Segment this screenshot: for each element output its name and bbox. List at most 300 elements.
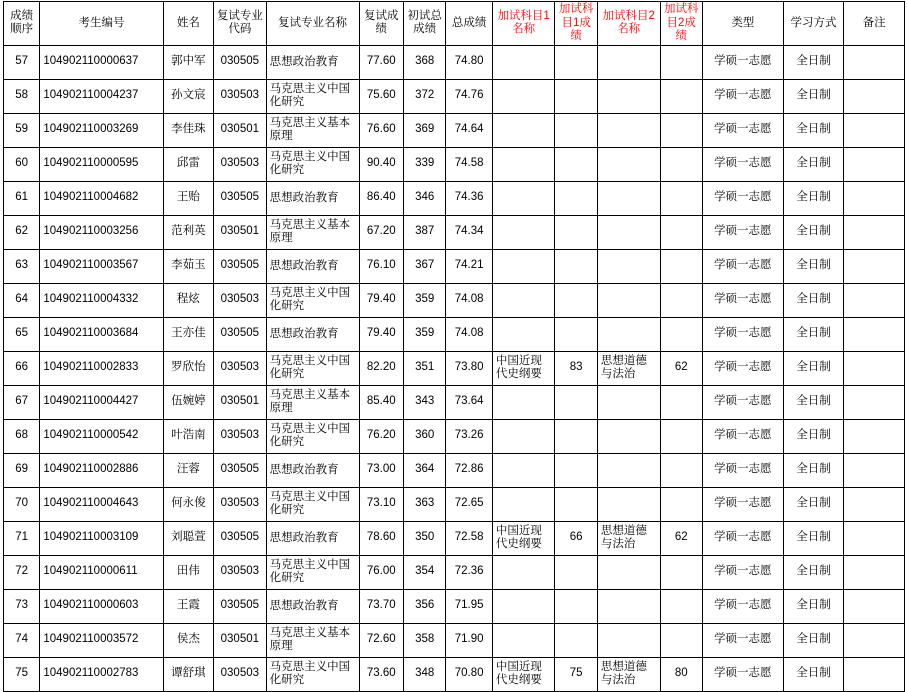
cell-study-mode: 全日制 xyxy=(783,215,844,249)
cell-exam-id: 104902110002886 xyxy=(40,453,163,487)
cell-name: 侯杰 xyxy=(163,623,214,657)
table-row xyxy=(4,147,905,181)
cell-total-score: 74.58 xyxy=(446,147,492,181)
cell-major-code: 030503 xyxy=(214,79,267,113)
cell-remark xyxy=(844,45,905,79)
cell-study-mode: 全日制 xyxy=(783,453,844,487)
cell-name: 程炫 xyxy=(163,283,214,317)
cell-extra2-score xyxy=(660,181,702,215)
column-header-name: 姓名 xyxy=(163,2,214,46)
cell-extra2-score xyxy=(660,419,702,453)
cell-study-mode: 全日制 xyxy=(783,351,844,385)
cell-study-mode: 全日制 xyxy=(783,555,844,589)
cell-exam-id: 104902110003572 xyxy=(40,623,163,657)
cell-total-score: 72.65 xyxy=(446,487,492,521)
cell-type: 学硕一志愿 xyxy=(702,657,783,691)
cell-extra2-name xyxy=(597,181,660,215)
cell-remark xyxy=(844,657,905,691)
table-row xyxy=(4,657,905,691)
cell-major-code: 030503 xyxy=(214,283,267,317)
cell-rank: 60 xyxy=(4,147,40,181)
cell-study-mode: 全日制 xyxy=(783,589,844,623)
cell-extra2-score xyxy=(660,487,702,521)
cell-rank: 70 xyxy=(4,487,40,521)
cell-type: 学硕一志愿 xyxy=(702,589,783,623)
cell-total-score: 74.80 xyxy=(446,45,492,79)
cell-study-mode: 全日制 xyxy=(783,385,844,419)
cell-extra1-score xyxy=(555,589,597,623)
cell-exam-id: 104902110004682 xyxy=(40,181,163,215)
cell-extra1-score xyxy=(555,283,597,317)
cell-type: 学硕一志愿 xyxy=(702,215,783,249)
cell-first-score: 387 xyxy=(403,215,445,249)
cell-first-score: 358 xyxy=(403,623,445,657)
cell-major-code: 030501 xyxy=(214,113,267,147)
column-header-extra2-name: 加试科目2名称 xyxy=(597,2,660,46)
cell-first-score: 339 xyxy=(403,147,445,181)
cell-major-code: 030505 xyxy=(214,521,267,555)
table-row xyxy=(4,453,905,487)
cell-remark xyxy=(844,215,905,249)
cell-extra2-score xyxy=(660,453,702,487)
cell-extra2-score xyxy=(660,317,702,351)
cell-extra2-name xyxy=(597,45,660,79)
cell-remark xyxy=(844,453,905,487)
cell-type: 学硕一志愿 xyxy=(702,385,783,419)
cell-exam-id: 104902110003567 xyxy=(40,249,163,283)
cell-extra1-score xyxy=(555,453,597,487)
column-header-extra2-score: 加试科目2成绩 xyxy=(660,2,702,46)
cell-rank: 62 xyxy=(4,215,40,249)
cell-extra2-score xyxy=(660,215,702,249)
cell-extra1-score: 75 xyxy=(555,657,597,691)
cell-type: 学硕一志愿 xyxy=(702,181,783,215)
cell-extra1-name xyxy=(492,147,555,181)
cell-exam-id: 104902110004237 xyxy=(40,79,163,113)
cell-first-score: 372 xyxy=(403,79,445,113)
cell-major-code: 030501 xyxy=(214,385,267,419)
cell-extra1-name xyxy=(492,249,555,283)
cell-exam-id: 104902110002833 xyxy=(40,351,163,385)
cell-major-code: 030503 xyxy=(214,657,267,691)
cell-extra2-name xyxy=(597,147,660,181)
cell-study-mode: 全日制 xyxy=(783,249,844,283)
cell-type: 学硕一志愿 xyxy=(702,351,783,385)
table-row xyxy=(4,113,905,147)
cell-extra2-name: 思想道德与法治 xyxy=(597,657,660,691)
cell-extra1-score: 66 xyxy=(555,521,597,555)
column-header-major-name: 复试专业名称 xyxy=(266,2,359,46)
cell-total-score: 71.95 xyxy=(446,589,492,623)
cell-major-code: 030505 xyxy=(214,589,267,623)
cell-major-code: 030505 xyxy=(214,45,267,79)
table-row xyxy=(4,555,905,589)
cell-retest-score: 72.60 xyxy=(359,623,403,657)
cell-retest-score: 73.70 xyxy=(359,589,403,623)
cell-extra1-name xyxy=(492,45,555,79)
cell-major-code: 030505 xyxy=(214,249,267,283)
cell-retest-score: 77.60 xyxy=(359,45,403,79)
column-header-study-mode: 学习方式 xyxy=(783,2,844,46)
cell-exam-id: 104902110004427 xyxy=(40,385,163,419)
cell-remark xyxy=(844,79,905,113)
cell-retest-score: 73.10 xyxy=(359,487,403,521)
cell-extra2-name xyxy=(597,555,660,589)
cell-remark xyxy=(844,589,905,623)
cell-extra2-name xyxy=(597,79,660,113)
cell-major-code: 030501 xyxy=(214,623,267,657)
cell-study-mode: 全日制 xyxy=(783,521,844,555)
cell-extra2-score: 62 xyxy=(660,521,702,555)
cell-exam-id: 104902110000603 xyxy=(40,589,163,623)
cell-total-score: 74.64 xyxy=(446,113,492,147)
cell-first-score: 348 xyxy=(403,657,445,691)
cell-study-mode: 全日制 xyxy=(783,113,844,147)
cell-retest-score: 73.00 xyxy=(359,453,403,487)
table-row xyxy=(4,623,905,657)
cell-extra1-name: 中国近现代史纲要 xyxy=(492,657,555,691)
cell-name: 田伟 xyxy=(163,555,214,589)
cell-rank: 72 xyxy=(4,555,40,589)
cell-extra2-name xyxy=(597,453,660,487)
cell-extra1-name xyxy=(492,317,555,351)
cell-extra2-name xyxy=(597,215,660,249)
column-header-extra1-score: 加试科目1成绩 xyxy=(555,2,597,46)
cell-retest-score: 79.40 xyxy=(359,283,403,317)
cell-retest-score: 76.00 xyxy=(359,555,403,589)
table-row xyxy=(4,385,905,419)
cell-extra1-score xyxy=(555,419,597,453)
cell-extra1-score xyxy=(555,181,597,215)
cell-study-mode: 全日制 xyxy=(783,45,844,79)
cell-rank: 71 xyxy=(4,521,40,555)
cell-type: 学硕一志愿 xyxy=(702,453,783,487)
cell-name: 李茹玉 xyxy=(163,249,214,283)
cell-extra1-name xyxy=(492,283,555,317)
cell-major-name: 思想政治教育 xyxy=(266,249,359,283)
column-header-total-score: 总成绩 xyxy=(446,2,492,46)
cell-exam-id: 104902110003684 xyxy=(40,317,163,351)
cell-extra2-name xyxy=(597,317,660,351)
cell-major-name: 马克思主义基本原理 xyxy=(266,215,359,249)
table-header xyxy=(4,2,905,46)
cell-retest-score: 76.10 xyxy=(359,249,403,283)
table-row xyxy=(4,589,905,623)
cell-remark xyxy=(844,555,905,589)
cell-extra2-score xyxy=(660,45,702,79)
table-row xyxy=(4,317,905,351)
cell-extra1-name: 中国近现代史纲要 xyxy=(492,521,555,555)
cell-extra2-name xyxy=(597,249,660,283)
cell-rank: 66 xyxy=(4,351,40,385)
cell-major-name: 思想政治教育 xyxy=(266,589,359,623)
cell-extra1-score xyxy=(555,45,597,79)
cell-rank: 58 xyxy=(4,79,40,113)
cell-name: 刘聪萱 xyxy=(163,521,214,555)
table-row xyxy=(4,419,905,453)
cell-rank: 64 xyxy=(4,283,40,317)
cell-first-score: 369 xyxy=(403,113,445,147)
cell-major-name: 思想政治教育 xyxy=(266,521,359,555)
cell-rank: 73 xyxy=(4,589,40,623)
cell-name: 郭中军 xyxy=(163,45,214,79)
cell-remark xyxy=(844,623,905,657)
cell-retest-score: 82.20 xyxy=(359,351,403,385)
cell-first-score: 363 xyxy=(403,487,445,521)
cell-remark xyxy=(844,317,905,351)
column-header-retest-score: 复试成绩 xyxy=(359,2,403,46)
cell-major-name: 思想政治教育 xyxy=(266,45,359,79)
cell-exam-id: 104902110003256 xyxy=(40,215,163,249)
cell-retest-score: 76.60 xyxy=(359,113,403,147)
cell-study-mode: 全日制 xyxy=(783,79,844,113)
table-row xyxy=(4,351,905,385)
cell-extra1-score xyxy=(555,385,597,419)
cell-extra2-name xyxy=(597,113,660,147)
cell-name: 范利英 xyxy=(163,215,214,249)
cell-type: 学硕一志愿 xyxy=(702,487,783,521)
cell-total-score: 70.80 xyxy=(446,657,492,691)
cell-study-mode: 全日制 xyxy=(783,147,844,181)
cell-first-score: 354 xyxy=(403,555,445,589)
table-row xyxy=(4,283,905,317)
cell-rank: 59 xyxy=(4,113,40,147)
cell-total-score: 74.34 xyxy=(446,215,492,249)
cell-total-score: 71.90 xyxy=(446,623,492,657)
cell-extra1-name xyxy=(492,623,555,657)
cell-name: 汪蓉 xyxy=(163,453,214,487)
cell-name: 罗欣怡 xyxy=(163,351,214,385)
cell-extra1-name xyxy=(492,113,555,147)
cell-extra2-score: 80 xyxy=(660,657,702,691)
column-header-extra1-name: 加试科目1名称 xyxy=(492,2,555,46)
cell-retest-score: 86.40 xyxy=(359,181,403,215)
cell-study-mode: 全日制 xyxy=(783,419,844,453)
cell-major-name: 马克思主义基本原理 xyxy=(266,385,359,419)
cell-total-score: 73.64 xyxy=(446,385,492,419)
cell-name: 王贻 xyxy=(163,181,214,215)
header-row xyxy=(4,2,905,46)
cell-total-score: 74.76 xyxy=(446,79,492,113)
cell-total-score: 73.26 xyxy=(446,419,492,453)
cell-exam-id: 104902110000595 xyxy=(40,147,163,181)
cell-extra2-name xyxy=(597,487,660,521)
cell-rank: 74 xyxy=(4,623,40,657)
cell-first-score: 359 xyxy=(403,317,445,351)
cell-name: 何永俊 xyxy=(163,487,214,521)
cell-extra1-name xyxy=(492,453,555,487)
cell-major-name: 思想政治教育 xyxy=(266,181,359,215)
cell-study-mode: 全日制 xyxy=(783,487,844,521)
cell-extra2-name xyxy=(597,283,660,317)
cell-retest-score: 78.60 xyxy=(359,521,403,555)
cell-name: 叶浩南 xyxy=(163,419,214,453)
cell-retest-score: 85.40 xyxy=(359,385,403,419)
cell-exam-id: 104902110002783 xyxy=(40,657,163,691)
cell-total-score: 74.21 xyxy=(446,249,492,283)
cell-extra1-score xyxy=(555,623,597,657)
cell-first-score: 350 xyxy=(403,521,445,555)
cell-total-score: 72.36 xyxy=(446,555,492,589)
cell-extra2-name xyxy=(597,419,660,453)
cell-type: 学硕一志愿 xyxy=(702,113,783,147)
cell-major-name: 马克思主义中国化研究 xyxy=(266,79,359,113)
cell-rank: 75 xyxy=(4,657,40,691)
cell-major-name: 马克思主义中国化研究 xyxy=(266,147,359,181)
cell-extra2-score xyxy=(660,147,702,181)
cell-name: 李佳珠 xyxy=(163,113,214,147)
cell-rank: 57 xyxy=(4,45,40,79)
cell-first-score: 364 xyxy=(403,453,445,487)
cell-extra1-score xyxy=(555,113,597,147)
column-header-first-score: 初试总成绩 xyxy=(403,2,445,46)
cell-extra1-name xyxy=(492,385,555,419)
cell-type: 学硕一志愿 xyxy=(702,623,783,657)
retest-score-table xyxy=(3,1,905,692)
cell-major-name: 马克思主义中国化研究 xyxy=(266,351,359,385)
cell-extra2-score xyxy=(660,623,702,657)
cell-exam-id: 104902110003109 xyxy=(40,521,163,555)
cell-first-score: 367 xyxy=(403,249,445,283)
cell-total-score: 74.36 xyxy=(446,181,492,215)
cell-remark xyxy=(844,181,905,215)
cell-remark xyxy=(844,419,905,453)
cell-extra2-name xyxy=(597,385,660,419)
table-body xyxy=(4,45,905,691)
cell-study-mode: 全日制 xyxy=(783,181,844,215)
cell-retest-score: 79.40 xyxy=(359,317,403,351)
cell-retest-score: 76.20 xyxy=(359,419,403,453)
cell-first-score: 356 xyxy=(403,589,445,623)
cell-extra1-score xyxy=(555,215,597,249)
cell-extra1-score xyxy=(555,147,597,181)
cell-total-score: 72.86 xyxy=(446,453,492,487)
cell-extra2-name: 思想道德与法治 xyxy=(597,351,660,385)
cell-extra1-name: 中国近现代史纲要 xyxy=(492,351,555,385)
cell-extra2-score xyxy=(660,385,702,419)
cell-total-score: 73.80 xyxy=(446,351,492,385)
cell-type: 学硕一志愿 xyxy=(702,147,783,181)
cell-rank: 67 xyxy=(4,385,40,419)
table-row xyxy=(4,521,905,555)
column-header-remark: 备注 xyxy=(844,2,905,46)
cell-remark xyxy=(844,351,905,385)
cell-extra2-score xyxy=(660,283,702,317)
cell-type: 学硕一志愿 xyxy=(702,249,783,283)
table-row xyxy=(4,215,905,249)
cell-remark xyxy=(844,521,905,555)
cell-extra1-score xyxy=(555,249,597,283)
cell-major-name: 马克思主义中国化研究 xyxy=(266,555,359,589)
cell-study-mode: 全日制 xyxy=(783,657,844,691)
cell-exam-id: 104902110003269 xyxy=(40,113,163,147)
cell-major-name: 思想政治教育 xyxy=(266,317,359,351)
cell-remark xyxy=(844,385,905,419)
cell-exam-id: 104902110000611 xyxy=(40,555,163,589)
cell-first-score: 346 xyxy=(403,181,445,215)
cell-first-score: 351 xyxy=(403,351,445,385)
cell-rank: 63 xyxy=(4,249,40,283)
cell-retest-score: 90.40 xyxy=(359,147,403,181)
cell-first-score: 368 xyxy=(403,45,445,79)
cell-exam-id: 104902110004643 xyxy=(40,487,163,521)
cell-major-name: 马克思主义基本原理 xyxy=(266,623,359,657)
cell-major-code: 030505 xyxy=(214,453,267,487)
cell-remark xyxy=(844,283,905,317)
column-header-exam-id: 考生编号 xyxy=(40,2,163,46)
cell-type: 学硕一志愿 xyxy=(702,79,783,113)
column-header-rank: 成绩顺序 xyxy=(4,2,40,46)
cell-exam-id: 104902110000542 xyxy=(40,419,163,453)
cell-total-score: 74.08 xyxy=(446,283,492,317)
cell-extra2-score xyxy=(660,589,702,623)
cell-rank: 69 xyxy=(4,453,40,487)
cell-exam-id: 104902110004332 xyxy=(40,283,163,317)
cell-extra1-name xyxy=(492,181,555,215)
cell-study-mode: 全日制 xyxy=(783,623,844,657)
cell-major-code: 030505 xyxy=(214,181,267,215)
cell-major-name: 马克思主义中国化研究 xyxy=(266,657,359,691)
cell-major-name: 马克思主义基本原理 xyxy=(266,113,359,147)
cell-extra2-name: 思想道德与法治 xyxy=(597,521,660,555)
cell-name: 孙文宸 xyxy=(163,79,214,113)
cell-type: 学硕一志愿 xyxy=(702,419,783,453)
cell-first-score: 343 xyxy=(403,385,445,419)
cell-major-name: 马克思主义中国化研究 xyxy=(266,283,359,317)
table-row xyxy=(4,249,905,283)
cell-rank: 65 xyxy=(4,317,40,351)
cell-rank: 61 xyxy=(4,181,40,215)
cell-type: 学硕一志愿 xyxy=(702,317,783,351)
cell-major-code: 030503 xyxy=(214,555,267,589)
cell-name: 王亦佳 xyxy=(163,317,214,351)
cell-exam-id: 104902110000637 xyxy=(40,45,163,79)
cell-remark xyxy=(844,487,905,521)
cell-study-mode: 全日制 xyxy=(783,317,844,351)
cell-extra1-name xyxy=(492,589,555,623)
cell-major-name: 马克思主义中国化研究 xyxy=(266,487,359,521)
cell-study-mode: 全日制 xyxy=(783,283,844,317)
cell-type: 学硕一志愿 xyxy=(702,45,783,79)
cell-major-name: 思想政治教育 xyxy=(266,453,359,487)
cell-remark xyxy=(844,147,905,181)
cell-extra1-score xyxy=(555,317,597,351)
cell-major-code: 030505 xyxy=(214,317,267,351)
cell-major-name: 马克思主义中国化研究 xyxy=(266,419,359,453)
cell-retest-score: 73.60 xyxy=(359,657,403,691)
cell-type: 学硕一志愿 xyxy=(702,283,783,317)
cell-extra1-score xyxy=(555,79,597,113)
cell-name: 王霞 xyxy=(163,589,214,623)
cell-name: 谭舒琪 xyxy=(163,657,214,691)
cell-major-code: 030501 xyxy=(214,215,267,249)
column-header-major-code: 复试专业代码 xyxy=(214,2,267,46)
cell-extra2-name xyxy=(597,589,660,623)
table-row xyxy=(4,79,905,113)
cell-extra1-score xyxy=(555,487,597,521)
cell-type: 学硕一志愿 xyxy=(702,555,783,589)
cell-first-score: 360 xyxy=(403,419,445,453)
cell-remark xyxy=(844,113,905,147)
cell-retest-score: 75.60 xyxy=(359,79,403,113)
cell-extra2-score xyxy=(660,555,702,589)
cell-extra2-score xyxy=(660,79,702,113)
cell-retest-score: 67.20 xyxy=(359,215,403,249)
cell-extra1-name xyxy=(492,487,555,521)
table-row xyxy=(4,487,905,521)
cell-extra1-name xyxy=(492,215,555,249)
cell-extra2-score xyxy=(660,113,702,147)
